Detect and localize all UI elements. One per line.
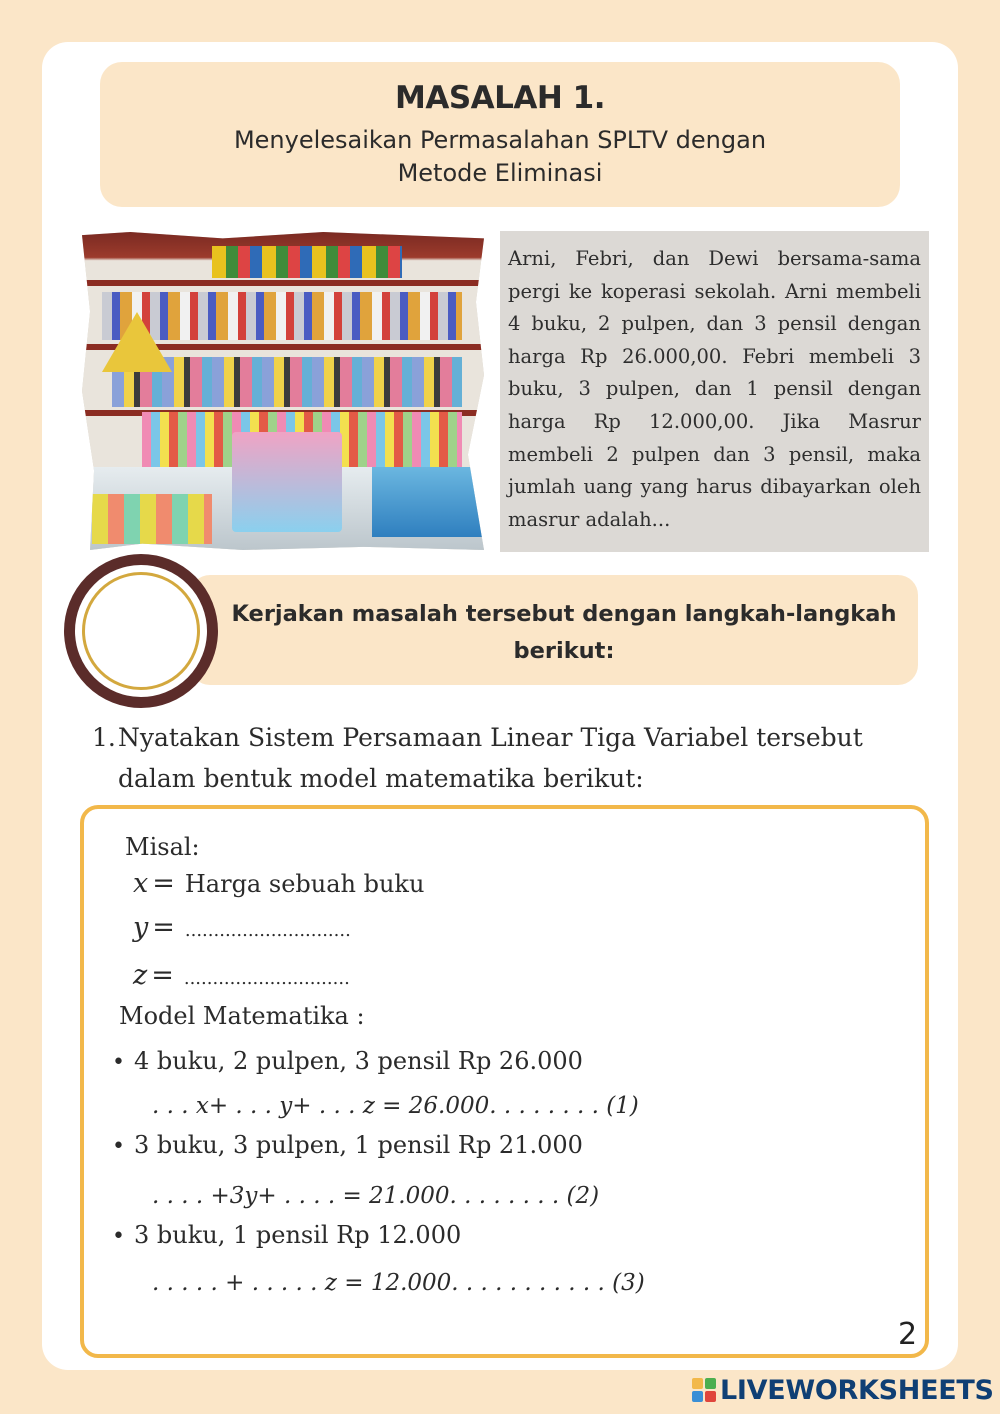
var-symbol: x bbox=[133, 868, 149, 899]
photo-shelf bbox=[82, 280, 484, 286]
equals-sign: = bbox=[152, 912, 175, 943]
photo-products bbox=[102, 292, 462, 340]
photo-display bbox=[372, 467, 482, 537]
page-subtitle: Menyelesaikan Permasalahan SPLTV dengan Metode Eliminasi bbox=[233, 126, 767, 187]
model-label: Model Matematika : bbox=[119, 1002, 365, 1030]
bullet: • bbox=[112, 1050, 125, 1075]
answer-blank-y[interactable]: ............................. bbox=[184, 920, 351, 941]
var-symbol: y bbox=[133, 912, 149, 943]
liveworksheets-logo-icon bbox=[692, 1378, 716, 1402]
equation-2[interactable]: . . . . +3y+ . . . . = 21.000. . . . . . . . (2) bbox=[152, 1183, 600, 1209]
page-title: MASALAH 1. bbox=[395, 80, 605, 116]
stationery-shop-photo bbox=[82, 232, 484, 550]
question-number: 1. bbox=[92, 723, 116, 752]
title-box bbox=[100, 62, 900, 207]
photo-products bbox=[92, 494, 212, 544]
item-label-1: 4 buku, 2 pulpen, 3 pensil Rp 26.000 bbox=[134, 1047, 583, 1075]
item-label-2: 3 buku, 3 pulpen, 1 pensil Rp 21.000 bbox=[134, 1131, 583, 1159]
photo-pen-stand bbox=[232, 432, 342, 532]
bullet: • bbox=[112, 1224, 125, 1249]
misal-label: Misal: bbox=[125, 833, 200, 861]
var-row-z[interactable] bbox=[133, 960, 350, 991]
photo-products bbox=[212, 246, 402, 278]
equals-sign: = bbox=[152, 868, 175, 899]
equation-3[interactable]: . . . . . + . . . . . z = 12.000. . . . . . . . . . . (3) bbox=[152, 1270, 645, 1296]
bullet: • bbox=[112, 1134, 125, 1159]
question-text: Nyatakan Sistem Persamaan Linear Tiga Variabel tersebut dalam bentuk model matematika berikut: bbox=[118, 723, 863, 793]
answer-blank-z[interactable]: ............................. bbox=[183, 968, 350, 989]
problem-story: Arni, Febri, dan Dewi bersama-sama pergi ke koperasi sekolah. Arni membeli 4 buku, 2 pulpen, dan 3 pensil dengan harga Rp 26.000,00. Febri membeli 3 buku, 3 pulpen, dan 1 pensil dengan harga Rp 12.000,00. Jika Masrur membeli 2 pulpen dan 3 pensil, maka jumlah uang yang harus dibayarkan oleh masrur adalah... bbox=[500, 231, 929, 552]
var-value: Harga sebuah buku bbox=[184, 870, 425, 898]
var-row-x bbox=[133, 868, 424, 899]
var-row-y[interactable] bbox=[133, 912, 351, 943]
var-symbol: z bbox=[133, 960, 148, 991]
equals-sign: = bbox=[151, 960, 174, 991]
question-1 bbox=[92, 717, 922, 799]
page-number: 2 bbox=[898, 1317, 918, 1352]
equation-1[interactable]: . . . x+ . . . y+ . . . z = 26.000. . . . . . . . (1) bbox=[152, 1093, 639, 1119]
brand-name[interactable]: LIVEWORKSHEETS bbox=[720, 1375, 994, 1406]
instruction-banner: Kerjakan masalah tersebut dengan langkah-langkah berikut: bbox=[190, 575, 918, 685]
item-label-3: 3 buku, 1 pensil Rp 12.000 bbox=[134, 1221, 462, 1249]
decorative-ring-inner bbox=[82, 572, 200, 690]
